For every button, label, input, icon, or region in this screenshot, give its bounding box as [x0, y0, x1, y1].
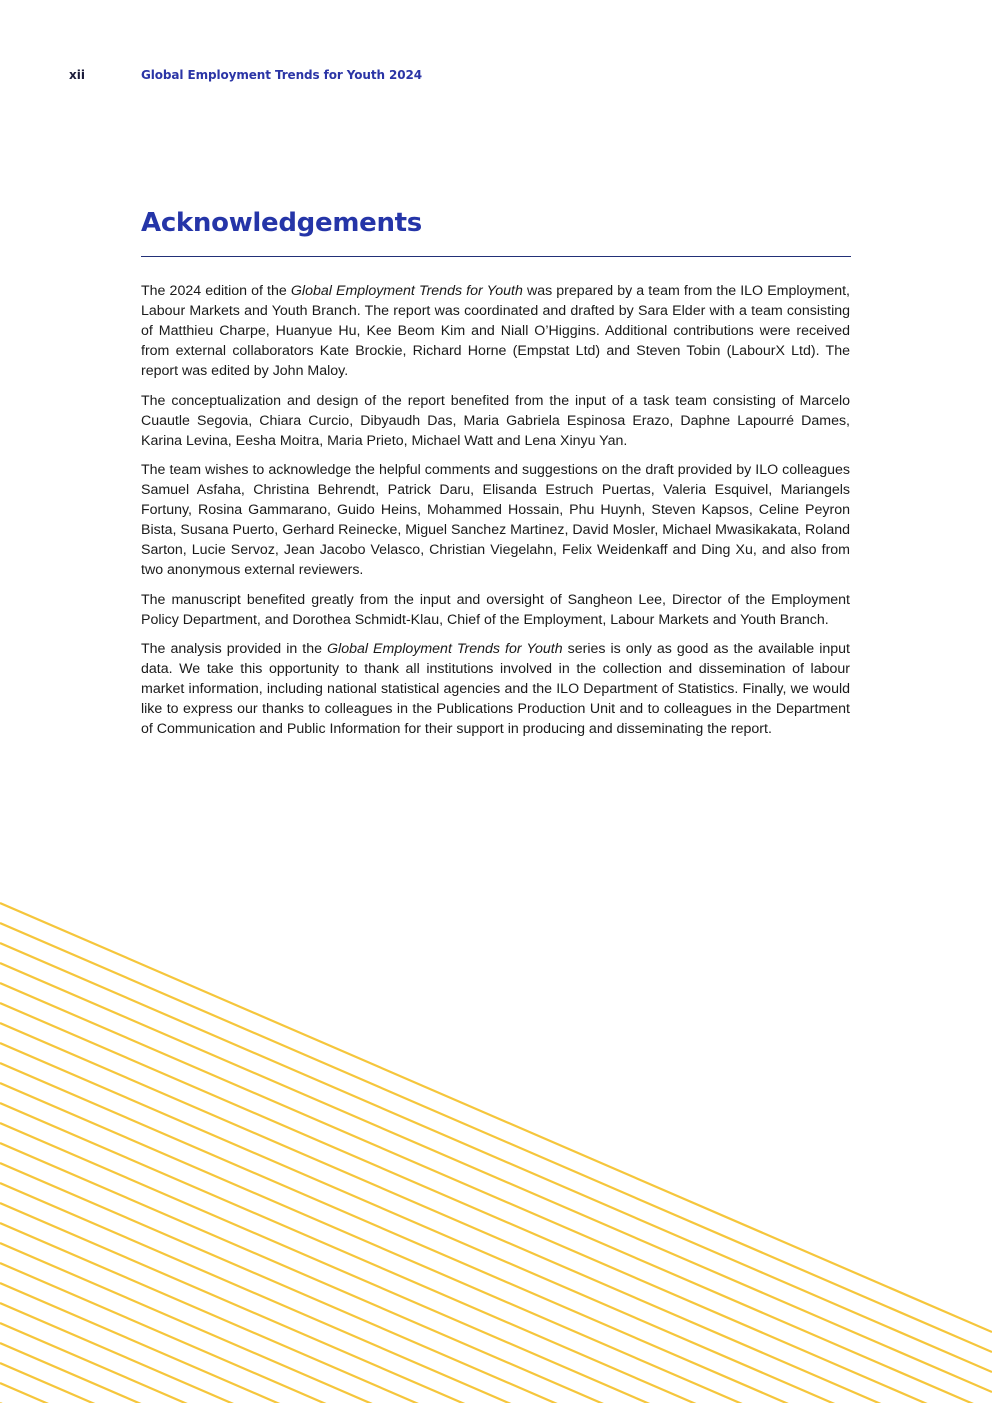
paragraph-3: The team wishes to acknowledge the helpful comments and suggestions on the draft provided by ILO colleagues Samuel Asfaha, Christina Behrendt, Patrick Daru, Elisanda Estruch Puertas, Valeria Esquivel, Mariangels Fortuny, Rosina Gammarano, Guido Heins, Mohammed Hossain, Phu Huynh, Steven Kapsos, Celine Peyron Bista, Susana Puerto, Gerhard Reinecke, Miguel Sanchez Martinez, David Mosler, Michael Mwasikakata, Roland Sarton, Lucie Servoz, Jean Jacobo Velasco, Christian Viegelahn, Felix Weidenkaff and Ding Xu, and also from two anonymous external reviewers. [141, 462, 850, 578]
heading-divider [141, 256, 851, 257]
page-number: xii [69, 68, 85, 82]
publication-title-italic: Global Employment Trends for Youth [327, 641, 563, 657]
paragraph-2: The conceptualization and design of the report benefited from the input of a task team consisting of Marcelo Cuautle Segovia, Chiara Curcio, Dibyaudh Das, Maria Gabriela Espinosa Erazo, Daphne Lapourré Dames, Karina Levina, Eesha Moitra, Maria Prieto, Michael Watt and Lena Xinyu Yan. [141, 392, 850, 449]
paragraph-text: series is only as good as the available input data. We take this opportunity to thank all institutions involved in the collection and dissemination of labour market information, including national statistical agencies and the ILO Department of Statistics. Finally, we would like to express our thanks to colleagues in the Publications Production Unit and to colleagues in the Department of Communication and Public Information for their support in producing and disseminating the report. [141, 641, 850, 737]
running-header [69, 67, 992, 83]
section-title: Acknowledgements [141, 208, 422, 238]
publication-title-italic: Global Employment Trends for Youth [290, 283, 523, 299]
running-title: Global Employment Trends for Youth 2024 [141, 68, 423, 82]
paragraph-text: The 2024 edition of the [141, 283, 291, 299]
paragraph-4: The manuscript benefited greatly from the input and oversight of Sangheon Lee, Director of the Employment Policy Department, and Dorothea Schmidt-Klau, Chief of the Employment, Labour Markets and Youth Branch. [141, 591, 850, 628]
paragraph-1 [141, 281, 850, 381]
paragraph-text: was prepared by a team from the ILO Employment, Labour Markets and Youth Branch. The report was coordinated and drafted by Sara Elder with a team consisting of Matthieu Charpe, Huanyue Hu, Kee Beom Kim and Niall O’Higgins. Additional contributions were received from external collaborators Kate Brockie, Richard Horne (Empstat Ltd) and Steven Tobin (LabourX Ltd). The report was edited by John Maloy. [141, 283, 850, 379]
paragraph-5 [141, 639, 850, 739]
paragraph-text: The analysis provided in the [141, 641, 327, 657]
body-text [141, 281, 850, 749]
